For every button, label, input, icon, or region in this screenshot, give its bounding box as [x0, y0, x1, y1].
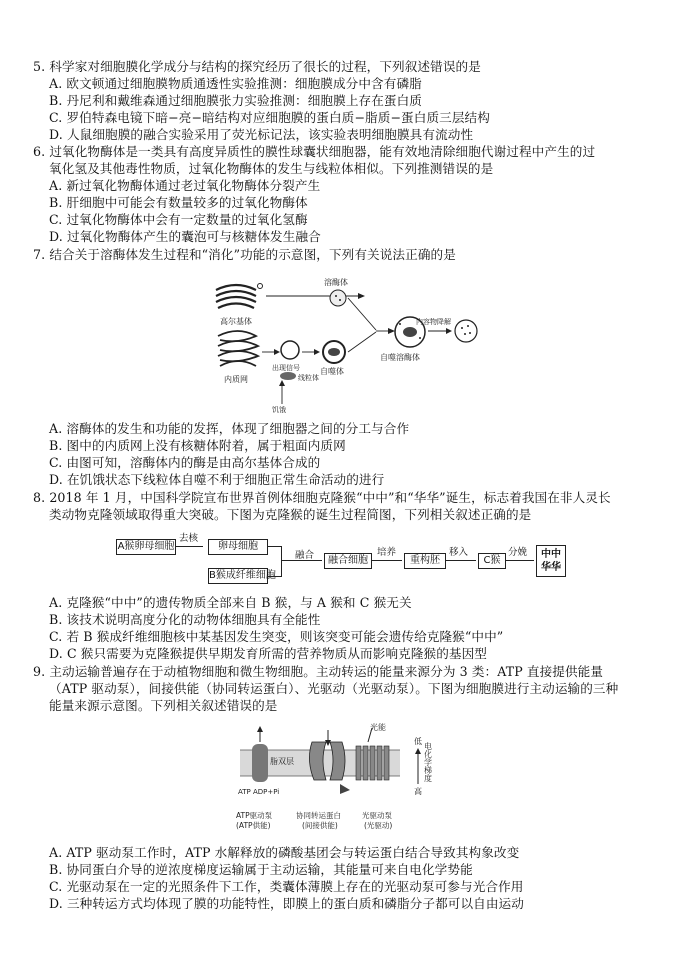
q9-stem-2: （ATP 驱动泵），间接供能（协同转运蛋白）、光驱动（光驱动泵）。下图为细胞膜进行主动运输的三种: [49, 681, 619, 696]
autolysosome-label: 自噬溶酶体: [380, 353, 420, 362]
degrade-label: 内容物降解: [416, 318, 451, 326]
bilayer-label: 脂双层: [270, 757, 294, 766]
golgi-label: 高尔基体: [220, 317, 252, 326]
pump2b-label: (间接供能): [302, 821, 338, 830]
arrow-3: [372, 560, 402, 561]
q9-option-a: A. ATP 驱动泵工作时，ATP 水解释放的磷酸基团会与转运蛋白结合导致其构象改变: [49, 845, 520, 860]
light-pump-icon: [356, 746, 389, 780]
c-monkey-box: C猴: [478, 553, 506, 569]
atp-pump-icon: [252, 726, 268, 782]
q5-stem: 5. 科学家对细胞膜化学成分与结构的探究经历了很长的过程，下列叙述错误的是: [33, 59, 481, 74]
embryo-box: 重构胚: [404, 553, 446, 569]
q6-stem-2: 氧化氢及其他毒性物质，过氧化物酶体的发生与线粒体相似。下列推测错误的是: [49, 161, 494, 176]
arrow-2: [282, 560, 322, 561]
q6-option-c: C. 过氧化物酶体中会有一定数量的过氧化氢酶: [49, 212, 308, 227]
q7-option-c: C. 由图可知，溶酶体内的酶是由高尔基体合成的: [49, 455, 321, 470]
pump2-label: 协同转运蛋白: [296, 811, 341, 820]
gradient-label: 电化学梯度: [423, 742, 433, 782]
merge-bracket: [267, 546, 282, 577]
q9-stem-1: 9. 主动运输普遍存在于动植物细胞和微生物细胞。主动转运的能量来源分为 3 类：ATP 直接提供能量: [33, 664, 604, 679]
q6-option-b: B. 肝细胞中可能会有数量较多的过氧化物酶体: [49, 195, 308, 210]
q5-option-d: D. 人鼠细胞膜的融合实验采用了荧光标记法，该实验表明细胞膜具有流动性: [49, 127, 474, 142]
mito-label: 线粒体: [298, 374, 319, 382]
pump3b-label: (光驱动): [364, 821, 393, 830]
q6-option-a: A. 新过氧化物酶体通过老过氧化物酶体分裂产生: [49, 178, 321, 193]
delivery-label: 分娩: [508, 547, 528, 558]
q7-option-d: D. 在饥饿状态下线粒体自噬不利于细胞正常生命活动的进行: [49, 472, 385, 487]
arrow-1: [175, 546, 203, 547]
culture-label: 培养: [377, 547, 397, 558]
q5-option-c: C. 罗伯特森电镜下暗−亮−暗结构对应细胞膜的蛋白质−脂质−蛋白质三层结构: [49, 110, 490, 125]
q9-option-b: B. 协同蛋白介导的逆浓度梯度运输属于主动运输，其能量可来自电化学势能: [49, 862, 473, 877]
fused-cell-box: 融合细胞: [324, 553, 372, 569]
oocyte-box: 卵母细胞: [208, 539, 268, 555]
q8-option-d: D. C 猴只需要为克隆猴提供早期发育所需的营养物质从而影响克隆猴的基因型: [49, 646, 487, 661]
q6-stem-1: 6. 过氧化物酶体是一类具有高度异质性的膜性球囊状细胞器，能有效地清除细胞代谢过程中产生的过: [33, 144, 596, 159]
b-fibro-box: B猴成纤维细胞: [208, 568, 268, 584]
low-label: 低: [414, 737, 422, 746]
q5-option-b: B. 丹尼利和戴维森通过细胞膜张力实验推测：细胞膜上存在蛋白质: [49, 93, 422, 108]
pump1-label: ATP驱动泵: [236, 811, 273, 820]
golgi-icon: [216, 285, 256, 308]
q8-option-b: B. 该技术说明高度分化的动物体细胞具有全能性: [49, 612, 321, 627]
degraded-vesicle-icon: [455, 320, 477, 342]
light-label: 光能: [370, 723, 386, 732]
lysosome-icon: [330, 290, 346, 306]
a-oocyte-box: A猴卵母细胞: [116, 539, 176, 555]
er-icon: [218, 331, 258, 366]
fuse-label: 融合: [295, 550, 315, 561]
remove-nucleus-label: 去核: [179, 533, 199, 544]
q8-option-a: A. 克隆猴“中中”的遗传物质全部来自 B 猴，与 A 猴和 C 猴无关: [49, 595, 412, 610]
q9-stem-3: 能量来源示意图。下列相关叙述错误的是: [49, 698, 278, 713]
q8-stem-2: 类动物克隆领域取得重大突破。下图为克隆猴的诞生过程简图，下列相关叙述正确的是: [49, 507, 532, 522]
q5-option-a: A. 欧文顿通过细胞膜物质通透性实验推测：细胞膜成分中含有磷脂: [49, 76, 422, 91]
pump3-label: 光驱动泵: [362, 811, 392, 820]
q7-option-a: A. 溶酶体的发生和功能的发挥，体现了细胞器之间的分工与合作: [49, 421, 410, 436]
er-label: 内质网: [224, 375, 248, 384]
pump1b-label: (ATP供能): [236, 821, 271, 830]
q6-option-d: D. 过氧化物酶体产生的囊泡可与核糖体发生融合: [49, 229, 321, 244]
high-label: 高: [414, 787, 422, 796]
q8-option-c: C. 若 B 猴成纤维细胞核中某基因发生突变，则该突变可能会遗传给克隆猴“中中”: [49, 629, 504, 644]
q9-option-d: D. 三种转运方式均体现了膜的功能特性，即膜上的蛋白质和磷脂分子都可以自由运动: [49, 896, 524, 911]
atp-label: ATP ADP+Pi: [238, 788, 280, 796]
autophagosome-icon: [323, 341, 345, 363]
signal-label: 出现信号: [272, 364, 300, 372]
lysosome-label: 溶酶体: [324, 278, 348, 287]
q7-stem: 7. 结合关于溶酶体发生过程和“消化”功能的示意图，下列有关说法正确的是: [33, 247, 456, 262]
q8-stem-1: 8. 2018 年 1 月，中国科学院宣布世界首例体细胞克隆猴“中中”和“华华”诞生，标志着我国在非人灵长: [33, 490, 611, 505]
transfer-label: 移入: [449, 547, 469, 558]
q9-option-c: C. 光驱动泵在一定的光照条件下工作，类囊体薄膜上存在的光驱动泵可参与光合作用: [49, 879, 524, 894]
arrow-4: [446, 560, 476, 561]
starve-label: 饥饿: [272, 406, 286, 414]
autophagosome-label: 自噬体: [320, 367, 344, 376]
q7-option-b: B. 图中的内质网上没有核糖体附着，属于粗面内质网: [49, 438, 346, 453]
result-box: 中中华华: [536, 545, 566, 577]
membrane-transport-diagram: [232, 720, 462, 838]
arrow-5: [506, 560, 534, 561]
lysosome-diagram: [210, 274, 500, 414]
